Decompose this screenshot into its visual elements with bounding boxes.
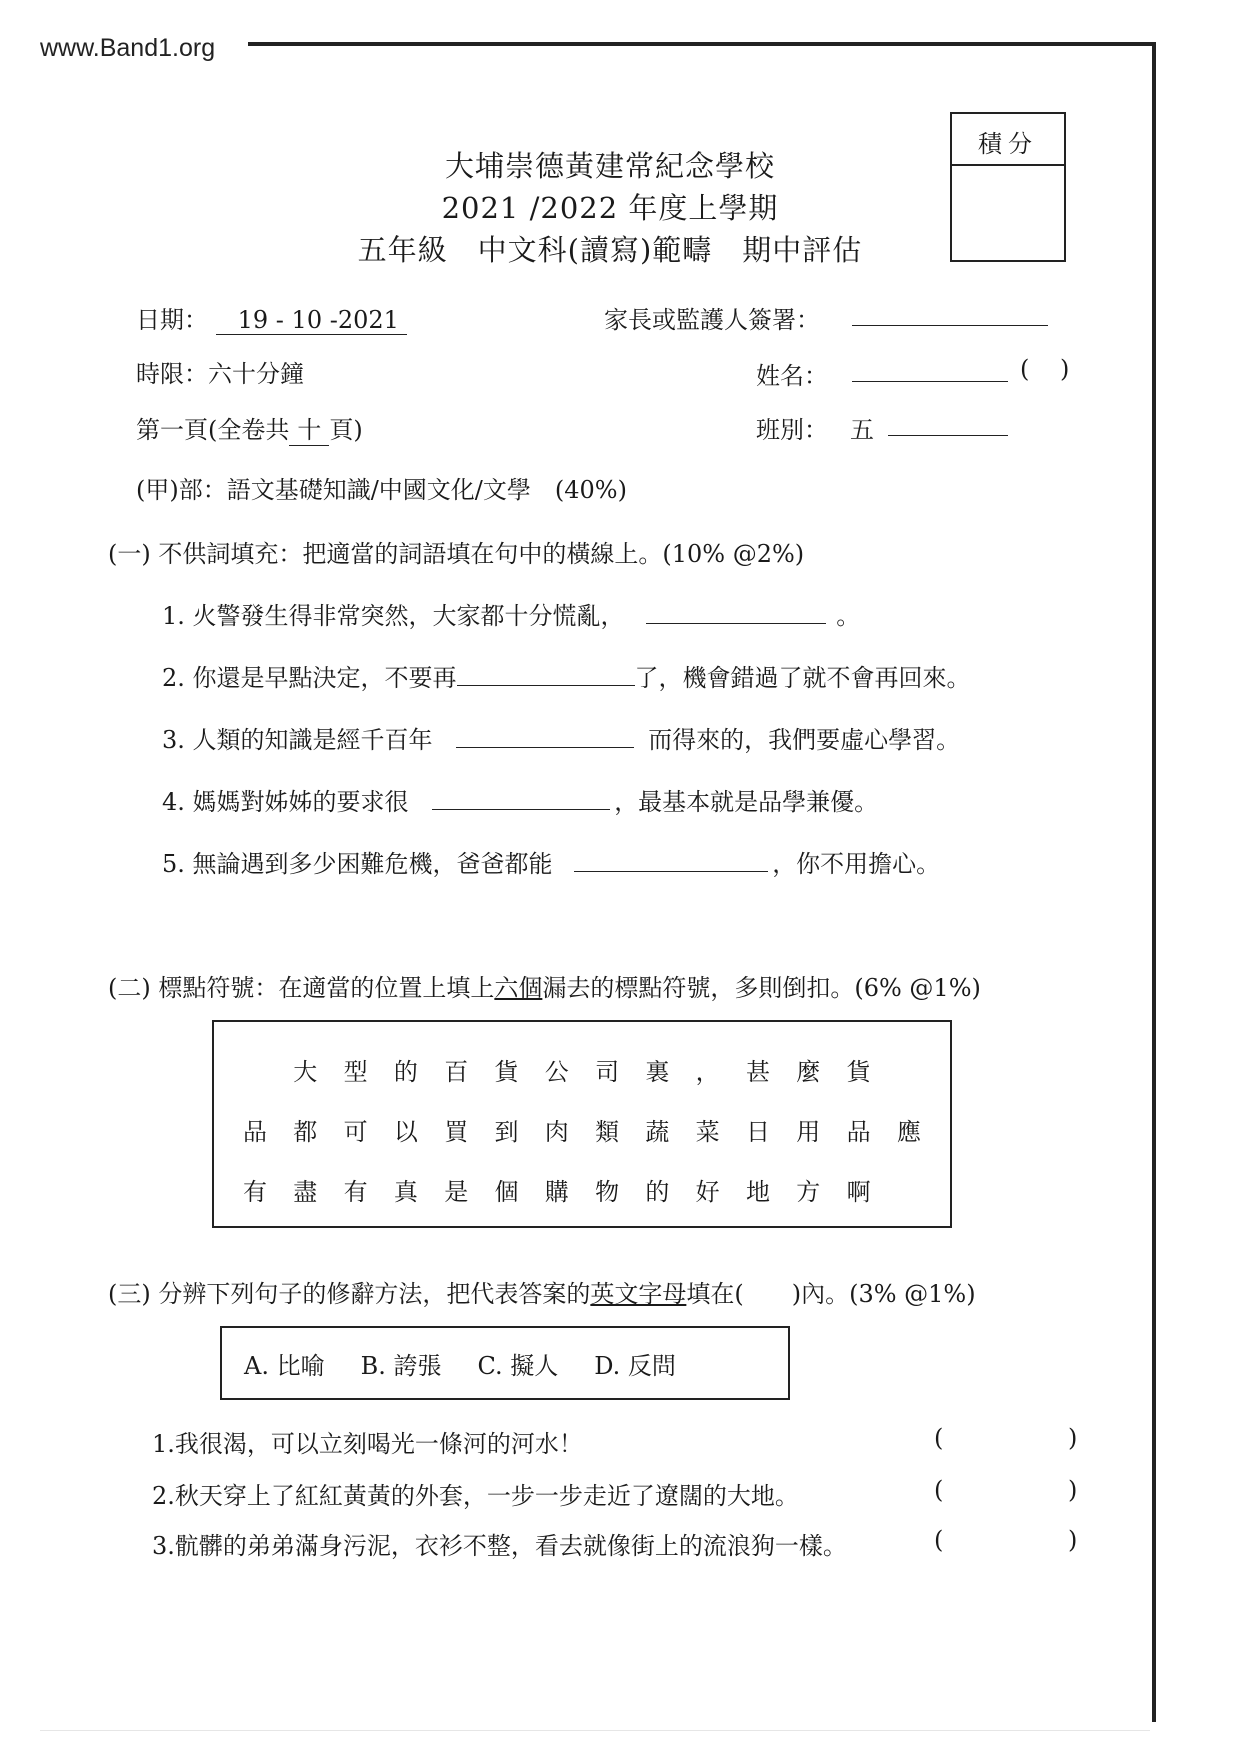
passage-char: 到 bbox=[494, 1118, 519, 1146]
passage-char: 麼 bbox=[796, 1058, 821, 1086]
passage-char: 好 bbox=[695, 1178, 720, 1206]
item-text-after: ，最基本就是品學兼優。 bbox=[614, 788, 879, 816]
passage-char: 裏 bbox=[645, 1058, 670, 1086]
section3-heading-after: 填在( )內。(3% @1%) bbox=[686, 1280, 976, 1308]
passage-char: 有 bbox=[243, 1178, 267, 1206]
page-info-prefix: 第一頁(全卷共 bbox=[136, 416, 290, 444]
passage-char: 個 bbox=[494, 1178, 519, 1206]
parent-signature-label: 家長或監護人簽署： bbox=[604, 306, 820, 334]
bottom-border-line bbox=[40, 1730, 1150, 1731]
passage-char: 購 bbox=[544, 1178, 569, 1206]
passage-char: 物 bbox=[595, 1178, 620, 1206]
passage-char: 日 bbox=[745, 1118, 770, 1146]
passage-char-empty bbox=[886, 1172, 932, 1207]
section2-heading bbox=[108, 968, 981, 1003]
date-label: 日期： bbox=[136, 306, 208, 334]
passage-char: 菜 bbox=[695, 1118, 720, 1146]
section1-item-5 bbox=[162, 844, 940, 879]
date-row bbox=[136, 300, 407, 335]
rhetoric-options-box bbox=[220, 1326, 790, 1400]
answer-paren-close-3: ) bbox=[1068, 1526, 1078, 1554]
section1-heading: (一) 不供詞填充：把適當的詞語填在句中的橫線上。(10% @2%) bbox=[108, 540, 805, 568]
passage-char: 百 bbox=[444, 1058, 469, 1086]
punctuation-passage-box bbox=[212, 1020, 952, 1228]
class-number-paren-close: ) bbox=[1060, 355, 1070, 383]
section3-item-2: 2.秋天穿上了紅紅黃黃的外套，一步一步走近了遼闊的大地。 bbox=[152, 1482, 799, 1510]
class-label: 班別： bbox=[756, 416, 828, 444]
answer-blank-5[interactable] bbox=[574, 871, 768, 872]
school-name: 大埔崇德黃建常紀念學校 bbox=[444, 149, 775, 183]
option-b: B. 誇張 bbox=[360, 1352, 442, 1380]
answer-blank-4[interactable] bbox=[432, 809, 610, 810]
item-text-after: ，你不用擔心。 bbox=[772, 850, 941, 878]
item-number: 2. bbox=[162, 664, 185, 692]
passage-char: 公 bbox=[544, 1058, 569, 1086]
item-text-before: 媽媽對姊姊的要求很 bbox=[192, 788, 409, 816]
passage-char: 型 bbox=[343, 1058, 368, 1086]
item-text-after: 了，機會錯過了就不會再回來。 bbox=[634, 664, 971, 692]
passage-char: 應 bbox=[896, 1118, 921, 1146]
exam-title: 五年級 中文科(讀寫)範疇 期中評估 bbox=[357, 233, 863, 267]
class-field[interactable] bbox=[888, 435, 1008, 436]
section2-heading-after: 漏去的標點符號，多則倒扣。(6% @1%) bbox=[542, 974, 981, 1002]
passage-row-1 bbox=[232, 1052, 932, 1087]
section2-heading-before: (二) 標點符號：在適當的位置上填上 bbox=[108, 974, 495, 1002]
class-number-paren-open: ( bbox=[1020, 355, 1030, 383]
passage-char bbox=[232, 1052, 278, 1087]
parent-signature-row bbox=[604, 300, 820, 335]
score-label: 積分 bbox=[978, 130, 1038, 158]
item-number: 1. bbox=[162, 602, 185, 630]
passage-char: 大 bbox=[293, 1058, 318, 1086]
section1-item-1 bbox=[162, 596, 860, 631]
top-border-line bbox=[248, 42, 1153, 46]
passage-char: 方 bbox=[796, 1178, 821, 1206]
passage-char: ， bbox=[695, 1058, 720, 1086]
answer-blank-2[interactable] bbox=[457, 685, 635, 686]
item-text-before: 火警發生得非常突然，大家都十分慌亂， bbox=[192, 602, 625, 630]
part-a-heading: (甲)部：語文基礎知識/中國文化/文學 (40%) bbox=[136, 476, 627, 504]
date-value: 19 - 10 -2021 bbox=[216, 306, 407, 335]
section3-heading bbox=[108, 1274, 976, 1309]
passage-char: 都 bbox=[293, 1118, 318, 1146]
passage-char: 盡 bbox=[293, 1178, 318, 1206]
section1-item-4 bbox=[162, 782, 878, 817]
item-text-before: 你還是早點決定，不要再 bbox=[192, 664, 457, 692]
option-a: A. 比喻 bbox=[244, 1352, 325, 1380]
passage-char: 地 bbox=[745, 1178, 770, 1206]
passage-char: 甚 bbox=[745, 1058, 770, 1086]
time-limit: 時限：六十分鐘 bbox=[136, 360, 304, 388]
answer-blank-3[interactable] bbox=[456, 747, 634, 748]
answer-paren-open-2: ( bbox=[934, 1476, 944, 1504]
passage-char: 類 bbox=[595, 1118, 620, 1146]
item-text-after: 。 bbox=[836, 602, 861, 630]
passage-char: 用 bbox=[796, 1118, 821, 1146]
passage-char: 啊 bbox=[846, 1178, 871, 1206]
watermark-text: www.Band1.org bbox=[40, 34, 216, 62]
passage-char: 品 bbox=[243, 1118, 267, 1146]
option-d: D. 反問 bbox=[594, 1352, 676, 1380]
passage-char: 買 bbox=[444, 1118, 469, 1146]
right-border-line bbox=[1152, 42, 1156, 1722]
page-info bbox=[136, 410, 363, 446]
answer-paren-open-1: ( bbox=[934, 1424, 944, 1452]
passage-char: 的 bbox=[645, 1178, 670, 1206]
answer-paren-open-3: ( bbox=[934, 1526, 944, 1554]
name-field[interactable] bbox=[852, 381, 1008, 382]
passage-char: 貨 bbox=[846, 1058, 871, 1086]
answer-field-3[interactable] bbox=[956, 1526, 1056, 1556]
class-value: 五 bbox=[850, 416, 874, 444]
answer-paren-close-1: ) bbox=[1068, 1424, 1078, 1452]
passage-row-2 bbox=[232, 1112, 932, 1147]
option-c: C. 擬人 bbox=[477, 1352, 559, 1380]
passage-char: 的 bbox=[393, 1058, 418, 1086]
passage-char: 以 bbox=[393, 1118, 418, 1146]
passage-char: 蔬 bbox=[645, 1118, 670, 1146]
passage-char: 是 bbox=[444, 1178, 469, 1206]
section2-heading-emphasis: 六個 bbox=[494, 974, 543, 1002]
passage-char: 貨 bbox=[494, 1058, 519, 1086]
section3-heading-before: (三) 分辨下列句子的修辭方法，把代表答案的 bbox=[108, 1280, 591, 1308]
section3-item-3: 3.骯髒的弟弟滿身污泥，衣衫不整，看去就像街上的流浪狗一樣。 bbox=[152, 1532, 847, 1560]
passage-char: 品 bbox=[846, 1118, 871, 1146]
item-number: 5. bbox=[162, 850, 185, 878]
item-text-before: 人類的知識是經千百年 bbox=[192, 726, 433, 754]
academic-year: 2021 /2022 年度上學期 bbox=[441, 191, 779, 225]
passage-char: 司 bbox=[595, 1058, 620, 1086]
passage-char: 真 bbox=[393, 1178, 418, 1206]
passage-char-empty bbox=[886, 1052, 932, 1087]
item-text-before: 無論遇到多少困難危機，爸爸都能 bbox=[192, 850, 553, 878]
item-number: 4. bbox=[162, 788, 185, 816]
passage-char: 可 bbox=[343, 1118, 368, 1146]
page-info-suffix: 頁) bbox=[329, 416, 363, 444]
section1-item-3 bbox=[162, 720, 960, 755]
score-box bbox=[950, 112, 1066, 262]
passage-char: 肉 bbox=[544, 1118, 569, 1146]
passage-char: 有 bbox=[343, 1178, 368, 1206]
name-label: 姓名： bbox=[756, 362, 828, 390]
answer-field-1[interactable] bbox=[956, 1424, 1056, 1454]
item-number: 3. bbox=[162, 726, 185, 754]
parent-signature-field[interactable] bbox=[852, 325, 1048, 326]
answer-field-2[interactable] bbox=[956, 1476, 1056, 1506]
answer-paren-close-2: ) bbox=[1068, 1476, 1078, 1504]
answer-blank-1[interactable] bbox=[646, 623, 826, 624]
score-divider bbox=[952, 164, 1064, 166]
section3-item-1: 1.我很渴，可以立刻喝光一條河的河水！ bbox=[152, 1430, 583, 1458]
passage-row-3 bbox=[232, 1172, 932, 1207]
section1-item-2 bbox=[162, 658, 971, 693]
rhetoric-options bbox=[244, 1346, 676, 1381]
page-total: 十 bbox=[289, 410, 329, 446]
section3-heading-emphasis: 英文字母 bbox=[590, 1280, 687, 1308]
item-text-after: 而得來的，我們要虛心學習。 bbox=[648, 726, 961, 754]
